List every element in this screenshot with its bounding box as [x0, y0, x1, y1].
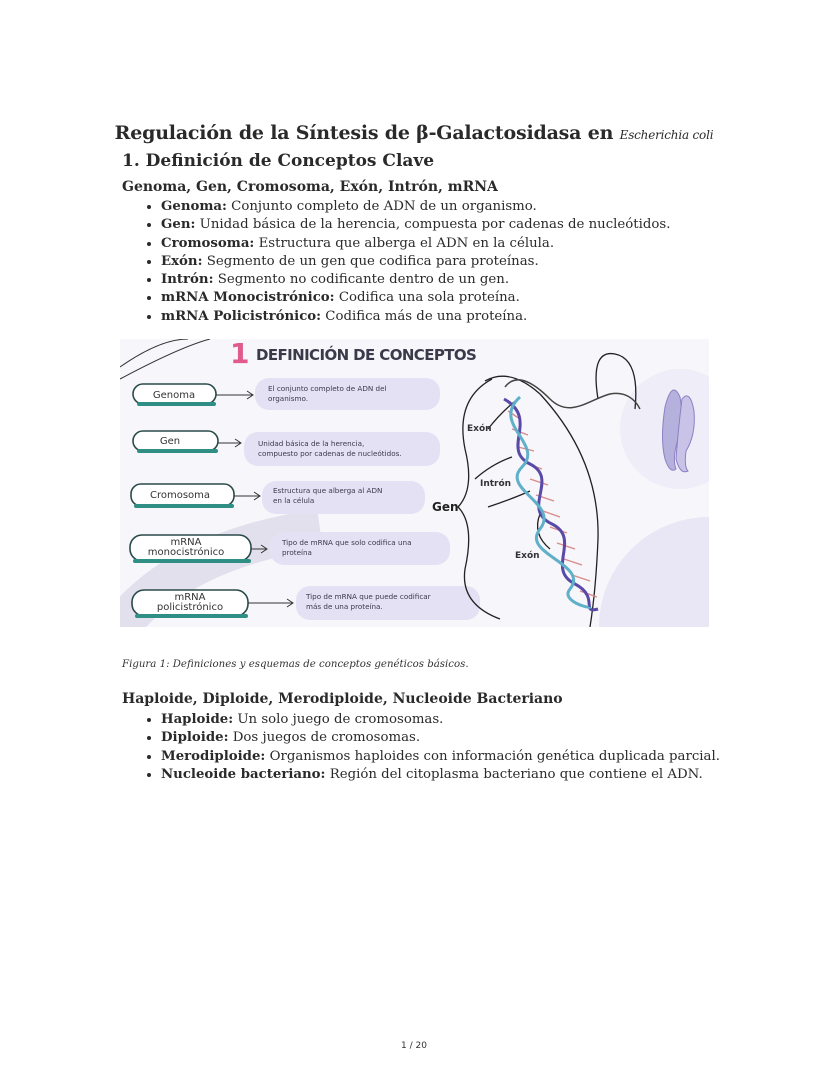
- svg-text:Estructura que alberga al: Estructura que alberga al ADN: [273, 486, 383, 495]
- term-label: Gen: [159, 436, 181, 447]
- list-item: • mRNA Monocistrónico: Codifica una sola proteína.: [161, 289, 670, 307]
- term-genoma: [133, 384, 216, 406]
- list-item: • Haploide: Un solo juego de cromosomas.: [161, 711, 720, 729]
- svg-text:El conjunto completo de AD: El conjunto completo de ADN del: [268, 384, 387, 393]
- svg-text:Tipo de mRNA que solo codifica: Tipo de mRNA que solo codifica una: [282, 538, 412, 547]
- decor-blob: [599, 517, 709, 627]
- term-label: Cromosoma: [149, 490, 211, 501]
- group2-list: [141, 711, 720, 784]
- label-exon-top: Exón: [467, 424, 492, 434]
- group1-list: [141, 198, 670, 326]
- term-label-2: policistrónico: [156, 602, 224, 613]
- term-cromosoma: [131, 484, 234, 508]
- list-item: • Gen: Unidad básica de la herencia, compuesta por cadenas de nucleótidos.: [161, 216, 670, 234]
- definition-mrna-poli: [296, 586, 480, 620]
- term-mrna-mono: [130, 535, 251, 563]
- term-label: mRNA: [170, 537, 202, 548]
- definition-gen: [244, 432, 440, 466]
- figure-number: 1: [230, 339, 250, 370]
- term-gen: [133, 431, 218, 453]
- term-mrna-poli: [132, 590, 248, 618]
- title-species: Escherichia coli: [619, 128, 714, 142]
- svg-text:compuesto por cadenas de nucle: compuesto por cadenas de nucleótidos.: [258, 449, 402, 458]
- list-item: • Merodiploide: Organismos haploides con información genética duplicada parcial.: [161, 748, 720, 766]
- page-number: 1 / 20: [401, 1041, 427, 1051]
- list-item: • Intrón: Segmento no codificante dentro de un gen.: [161, 271, 670, 289]
- definition-cromosoma: [262, 481, 425, 514]
- svg-text:proteína: proteína: [282, 548, 312, 557]
- list-item: • Cromosoma: Estructura que alberga el ADN en la célula.: [161, 235, 670, 253]
- svg-text:en la célula: en la célula: [273, 496, 315, 505]
- list-item: • Nucleoide bacteriano: Región del citoplasma bacteriano que contiene el ADN.: [161, 766, 720, 784]
- group1-heading: Genoma, Gen, Cromosoma, Exón, Intrón, mRNA: [122, 179, 498, 195]
- concepts-figure: [120, 339, 709, 627]
- list-item: • Genoma: Conjunto completo de ADN de un organismo.: [161, 198, 670, 216]
- list-item: • mRNA Policistrónico: Codifica más de una proteína.: [161, 308, 670, 326]
- label-exon-bottom: Exón: [515, 551, 540, 561]
- decor-curve: [120, 339, 188, 367]
- document-title: [0, 122, 828, 144]
- figure-caption: Figura 1: Definiciones y esquemas de conceptos genéticos básicos.: [122, 659, 469, 670]
- decor-curve: [120, 339, 210, 379]
- title-text: Regulación de la Síntesis de β-Galactosidasa en: [114, 122, 614, 144]
- svg-text:Tipo de mRNA que puede co: Tipo de mRNA que puede codificar: [306, 592, 431, 601]
- svg-text:más de una proteína.: más de una proteína.: [306, 602, 383, 611]
- svg-text:organismo.: organismo.: [268, 394, 309, 403]
- label-gen: Gen: [432, 500, 459, 514]
- label-intron: Intrón: [480, 479, 512, 489]
- definition-genoma: [255, 378, 440, 410]
- term-label-2: monocistrónico: [147, 547, 225, 558]
- section-heading: 1. Definición de Conceptos Clave: [122, 151, 435, 171]
- term-label: Genoma: [152, 390, 196, 401]
- definition-mrna-mono: [270, 532, 450, 565]
- svg-text:Unidad básica de la he: Unidad básica de la herencia,: [258, 439, 365, 448]
- figure-heading: DEFINICIÓN DE CONCEPTOS: [256, 346, 477, 364]
- group2-heading: Haploide, Diploide, Merodiploide, Nucleoide Bacteriano: [122, 691, 563, 707]
- term-label: mRNA: [174, 592, 206, 603]
- list-item: • Exón: Segmento de un gen que codifica para proteínas.: [161, 253, 670, 271]
- concepts-diagram: [120, 339, 709, 627]
- list-item: • Diploide: Dos juegos de cromosomas.: [161, 729, 720, 747]
